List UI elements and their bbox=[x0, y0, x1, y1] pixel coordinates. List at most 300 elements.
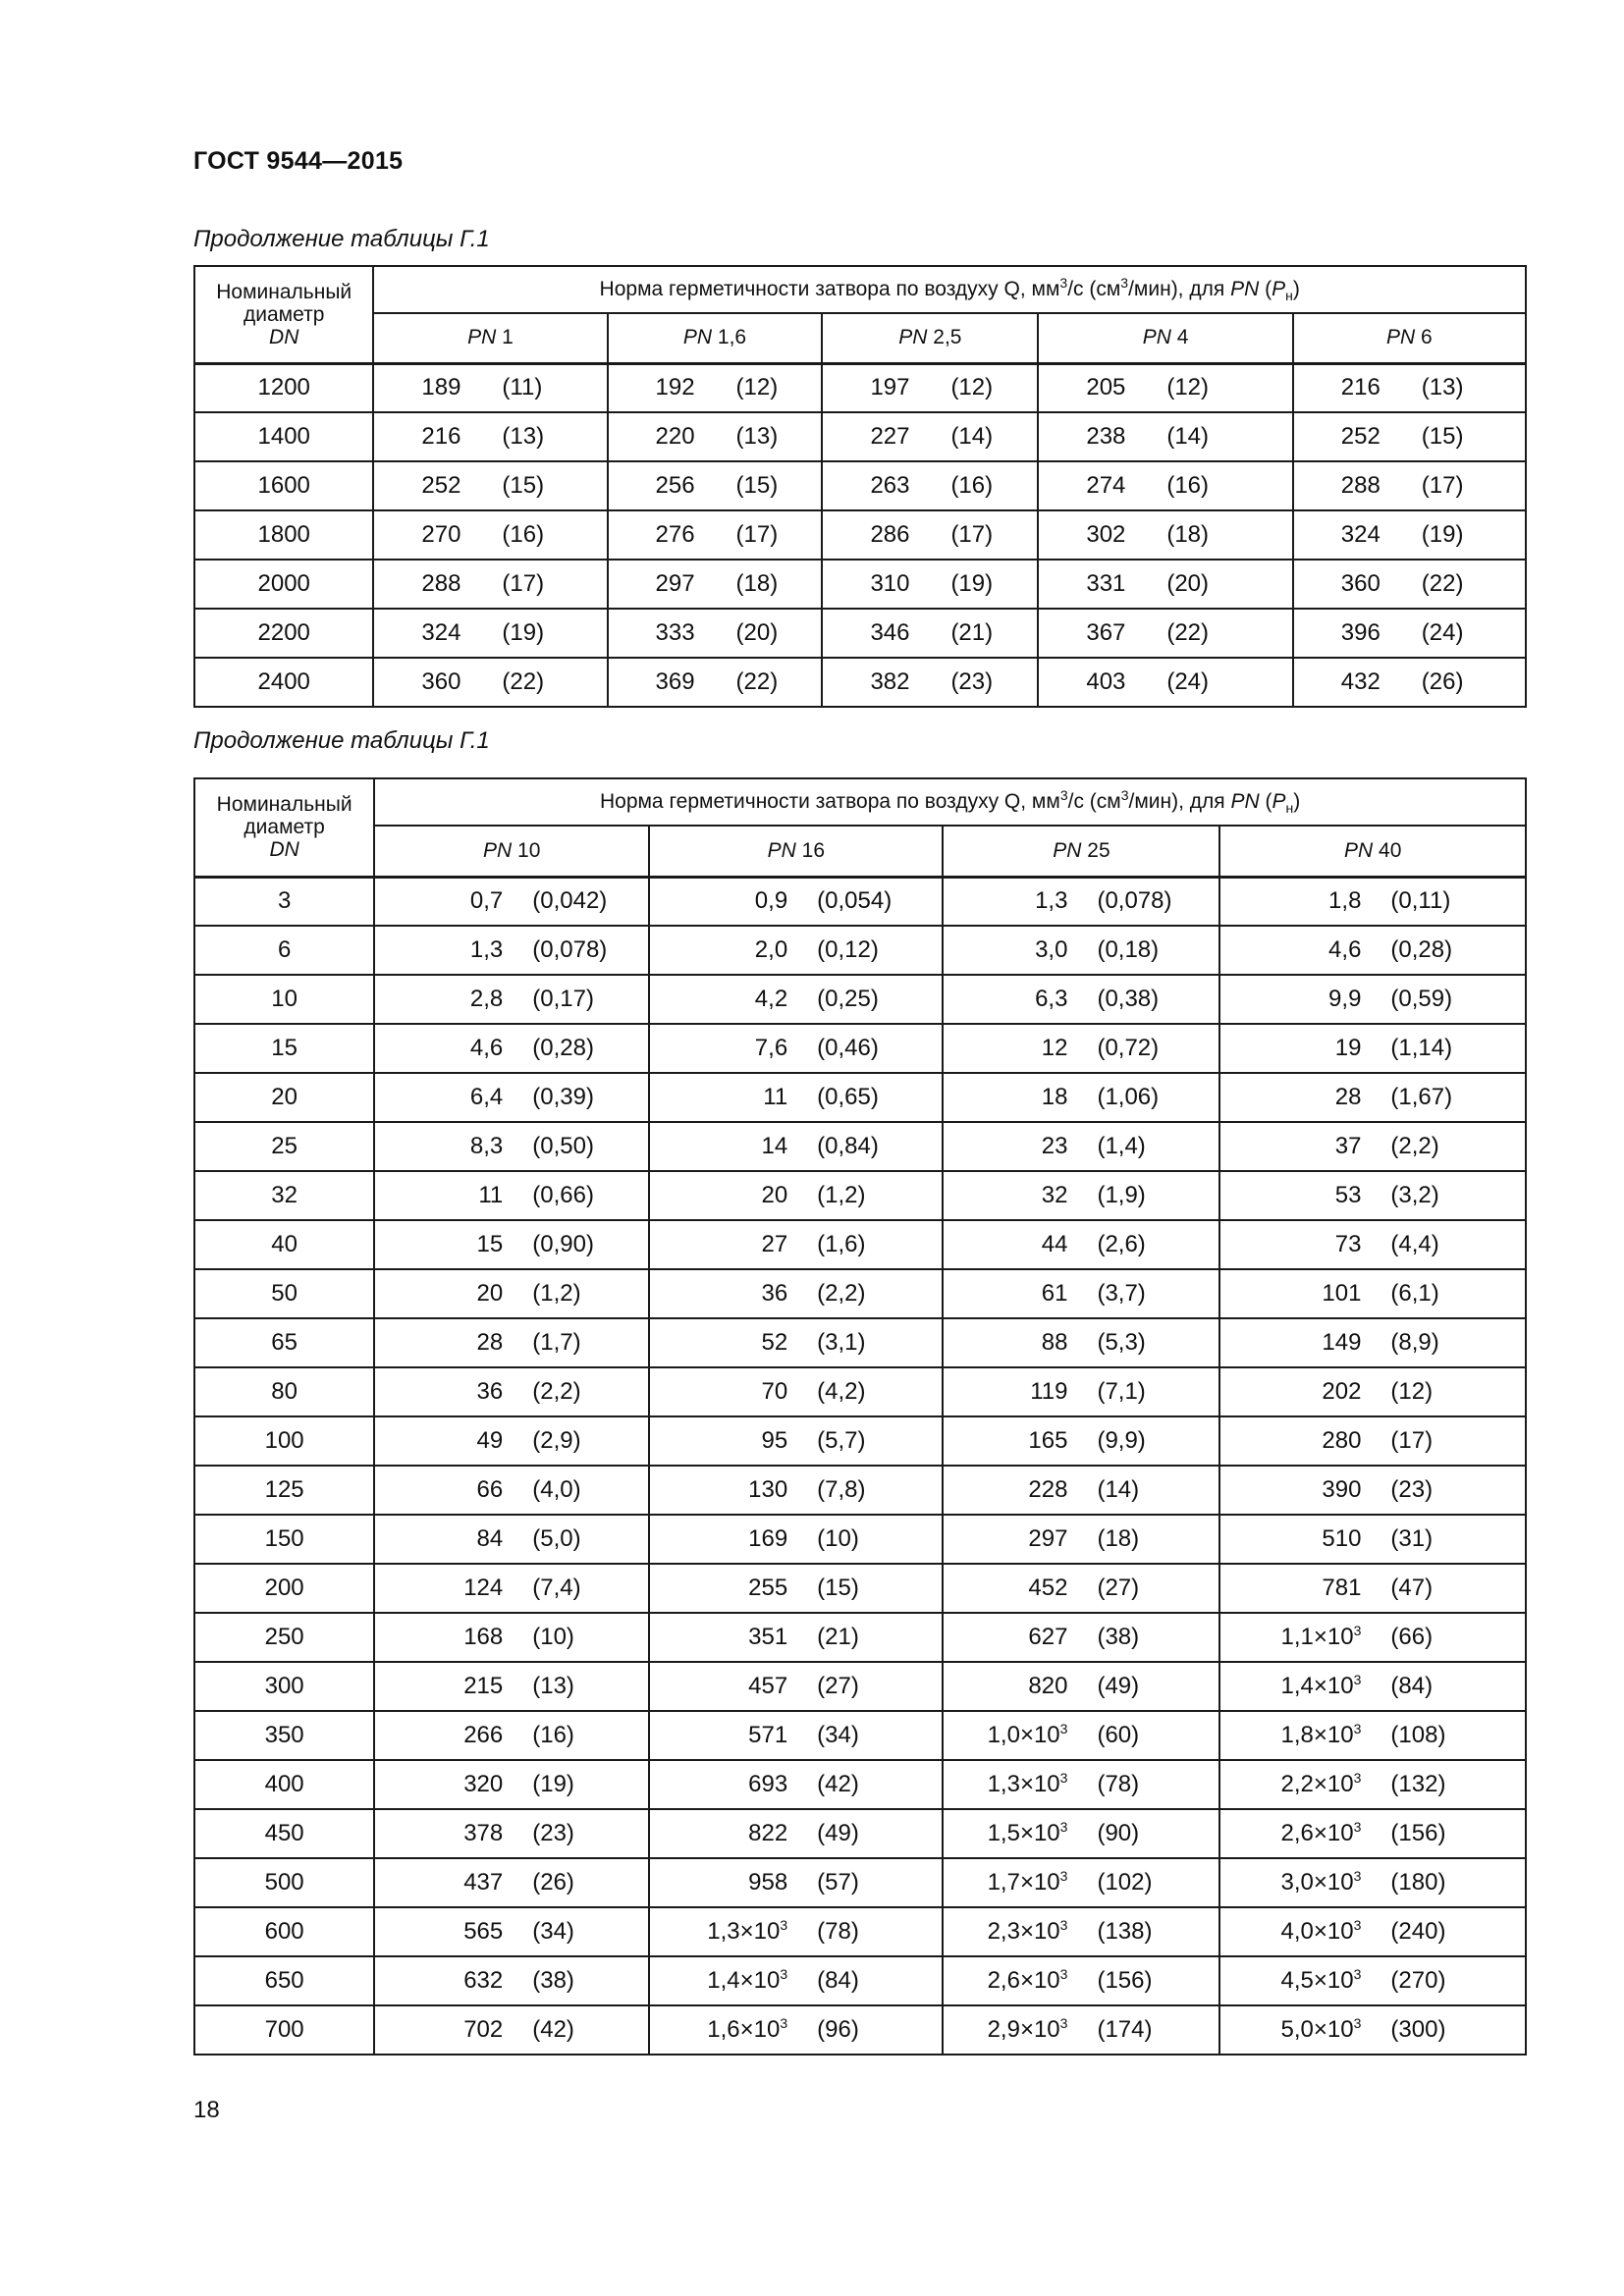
value-cell bbox=[649, 1466, 943, 1515]
value-cell bbox=[374, 1711, 649, 1760]
value-pair bbox=[1220, 1869, 1525, 1896]
leakage-cm3: (11) bbox=[502, 374, 543, 401]
leakage-mm3: 227 bbox=[870, 423, 910, 450]
table-row bbox=[194, 510, 1526, 560]
pn-column-header bbox=[608, 313, 823, 363]
dn-cell: 6 bbox=[194, 926, 374, 975]
value-cell bbox=[943, 1269, 1219, 1318]
exponent-power: 3 bbox=[1353, 1819, 1362, 1835]
value-cell bbox=[374, 1073, 649, 1122]
leakage-mm3: $2,9\times 10^3$ bbox=[987, 2015, 1068, 2043]
value-pair bbox=[650, 1820, 942, 1847]
value-pair bbox=[1294, 423, 1525, 451]
exponent-mark: ×10 bbox=[739, 1918, 781, 1945]
leakage-cm3: (1,7) bbox=[532, 1329, 581, 1356]
leakage-cm3: (21) bbox=[817, 1624, 859, 1650]
leakage-mm3: $1,5\times 10^3$ bbox=[987, 1819, 1068, 1846]
leakage-cm3: (42) bbox=[817, 1771, 859, 1797]
leakage-cm3: (38) bbox=[532, 1967, 574, 1994]
value-pair bbox=[375, 1673, 648, 1700]
value-cell bbox=[943, 1711, 1219, 1760]
value-pair bbox=[375, 1918, 648, 1946]
value-cell bbox=[1219, 1318, 1526, 1367]
leakage-cm3: (47) bbox=[1390, 1575, 1434, 1601]
value-cell bbox=[374, 877, 649, 926]
exponent-mark: ×10 bbox=[1019, 1869, 1060, 1896]
dn-cell: 650 bbox=[194, 1956, 374, 2005]
pn-value: 2,5 bbox=[933, 326, 962, 349]
pn-label: PN bbox=[1344, 838, 1374, 862]
leakage-cm3: (5,3) bbox=[1097, 1329, 1146, 1356]
value-pair bbox=[1220, 936, 1525, 964]
document-id: ГОСТ 9544—2015 bbox=[193, 147, 404, 175]
dn-cell: 400 bbox=[194, 1760, 374, 1809]
leakage-cm3: (1,67) bbox=[1390, 1084, 1453, 1110]
exponent-mark: ×10 bbox=[1019, 1967, 1060, 1994]
leakage-mm3: 360 bbox=[421, 668, 461, 695]
value-cell bbox=[608, 412, 823, 461]
leakage-mm3: 1,8 bbox=[1328, 887, 1362, 915]
leakage-cm3: (300) bbox=[1390, 2016, 1446, 2043]
value-cell bbox=[649, 1760, 943, 1809]
leakage-cm3: (26) bbox=[1421, 668, 1464, 695]
leakage-cm3: (34) bbox=[532, 1918, 574, 1945]
value-cell bbox=[374, 1564, 649, 1613]
value-cell bbox=[943, 1024, 1219, 1073]
leakage-cm3: (10) bbox=[817, 1525, 859, 1552]
dn-header-line1: Номинальный bbox=[216, 280, 352, 303]
leakage-cm3: (57) bbox=[817, 1869, 859, 1896]
leakage-mm3: 197 bbox=[870, 374, 910, 401]
leakage-mm3: 1,3 bbox=[1035, 887, 1068, 915]
pn-column-header bbox=[1293, 313, 1526, 363]
leakage-mm3: 333 bbox=[655, 619, 695, 646]
table-row bbox=[194, 363, 1526, 412]
value-cell bbox=[374, 1171, 649, 1220]
value-pair bbox=[1039, 472, 1291, 500]
leakage-mm3: 396 bbox=[1340, 619, 1380, 646]
value-cell bbox=[1219, 877, 1526, 926]
value-cell bbox=[1219, 1466, 1526, 1515]
value-cell bbox=[374, 1416, 649, 1466]
leakage-cm3: (132) bbox=[1390, 1771, 1446, 1797]
leakage-mm3: 302 bbox=[1086, 521, 1126, 548]
value-pair bbox=[650, 1869, 942, 1896]
value-pair bbox=[1294, 374, 1525, 401]
pn-value: 6 bbox=[1421, 326, 1433, 349]
value-cell bbox=[649, 1220, 943, 1269]
value-pair bbox=[1220, 1378, 1525, 1406]
leakage-cm3: (24) bbox=[1166, 668, 1210, 695]
value-cell bbox=[943, 1858, 1219, 1907]
leakage-cm3: (18) bbox=[1097, 1525, 1140, 1552]
exponent-power: 3 bbox=[1059, 1966, 1068, 1982]
value-cell bbox=[649, 975, 943, 1024]
value-pair bbox=[944, 1525, 1218, 1553]
value-cell bbox=[943, 1122, 1219, 1171]
pn-label: PN bbox=[767, 838, 796, 862]
leakage-cm3: (12) bbox=[1390, 1378, 1434, 1405]
exponent-mark: ×10 bbox=[1313, 1771, 1354, 1797]
value-cell bbox=[822, 412, 1038, 461]
dn-cell: 2400 bbox=[194, 658, 373, 707]
leakage-cm3: (180) bbox=[1390, 1869, 1446, 1896]
leakage-cm3: (3,2) bbox=[1390, 1182, 1439, 1208]
value-cell bbox=[1219, 1956, 1526, 2005]
value-cell bbox=[373, 461, 607, 510]
dn-cell: 15 bbox=[194, 1024, 374, 1073]
value-pair bbox=[375, 2016, 648, 2044]
value-cell bbox=[822, 609, 1038, 658]
dn-cell: 3 bbox=[194, 877, 374, 926]
leakage-cm3: (2,2) bbox=[1390, 1133, 1439, 1159]
value-pair bbox=[609, 472, 822, 500]
leakage-cm3: (4,0) bbox=[532, 1476, 581, 1503]
value-pair bbox=[944, 1427, 1218, 1455]
leakage-mm3: 205 bbox=[1086, 374, 1126, 401]
exponent-power: 3 bbox=[1353, 1721, 1362, 1736]
table1-body bbox=[194, 363, 1526, 707]
leakage-mm3: 28 bbox=[1334, 1084, 1362, 1110]
leakage-cm3: (22) bbox=[1166, 619, 1210, 646]
table-row bbox=[194, 412, 1526, 461]
leakage-mm3: 27 bbox=[761, 1231, 788, 1257]
leakage-cm3: (0,042) bbox=[532, 887, 608, 915]
value-pair bbox=[650, 2016, 942, 2044]
leakage-mm3: 274 bbox=[1086, 472, 1126, 499]
dn-column-header bbox=[194, 266, 373, 363]
leakage-cm3: (8,9) bbox=[1390, 1329, 1439, 1356]
leakage-cm3: (26) bbox=[532, 1869, 574, 1896]
table-row bbox=[194, 926, 1526, 975]
leakage-cm3: (15) bbox=[817, 1575, 859, 1601]
leakage-cm3: (34) bbox=[817, 1722, 859, 1748]
value-pair bbox=[1220, 986, 1525, 1013]
leakage-mm3: $1,0\times 10^3$ bbox=[987, 1721, 1068, 1748]
value-pair bbox=[1220, 1525, 1525, 1553]
dn-cell: 2000 bbox=[194, 560, 373, 609]
value-cell bbox=[649, 1024, 943, 1073]
leakage-mm3: 1,3 bbox=[469, 936, 504, 963]
dn-cell: 40 bbox=[194, 1220, 374, 1269]
table-row bbox=[194, 1564, 1526, 1613]
leakage-cm3: (23) bbox=[1390, 1476, 1434, 1503]
value-pair bbox=[1220, 1231, 1525, 1258]
value-pair bbox=[1039, 374, 1291, 401]
value-pair bbox=[1220, 1722, 1525, 1749]
pn-value: 25 bbox=[1087, 838, 1110, 862]
leakage-mm3: 95 bbox=[761, 1427, 788, 1454]
value-pair bbox=[650, 1427, 942, 1455]
exponent-mark: ×10 bbox=[1019, 1771, 1060, 1797]
value-cell bbox=[943, 1907, 1219, 1956]
leakage-cm3: (12) bbox=[1166, 374, 1210, 401]
leakage-mm3: 36 bbox=[476, 1378, 504, 1405]
pn-header-row bbox=[194, 313, 1526, 363]
leakage-cm3: (0,18) bbox=[1097, 936, 1160, 963]
value-pair bbox=[1220, 1329, 1525, 1357]
leakage-mm3: 324 bbox=[1340, 521, 1380, 548]
dn-header-line2: диаметр bbox=[244, 816, 325, 839]
value-pair bbox=[650, 986, 942, 1013]
value-cell bbox=[1038, 412, 1292, 461]
value-pair bbox=[1039, 423, 1291, 451]
leakage-mm3: 192 bbox=[655, 374, 695, 401]
exponent-mark: ×10 bbox=[739, 2016, 781, 2043]
value-pair bbox=[374, 374, 606, 401]
value-cell bbox=[943, 926, 1219, 975]
value-cell bbox=[1038, 560, 1292, 609]
leakage-mm3: 36 bbox=[761, 1280, 788, 1307]
leakage-cm3: (13) bbox=[532, 1673, 574, 1699]
leakage-cm3: (7,8) bbox=[817, 1476, 866, 1503]
leakage-mm3: 280 bbox=[1322, 1427, 1362, 1454]
table-row bbox=[194, 1073, 1526, 1122]
value-cell bbox=[943, 1073, 1219, 1122]
exponent-power: 3 bbox=[1059, 1819, 1068, 1835]
value-cell bbox=[649, 1564, 943, 1613]
pn-column-header bbox=[1219, 826, 1526, 877]
exponent-power: 3 bbox=[780, 2015, 788, 2031]
value-cell bbox=[822, 560, 1038, 609]
leakage-mm3: 252 bbox=[421, 472, 461, 499]
leakage-mm3: 510 bbox=[1322, 1525, 1362, 1552]
value-cell bbox=[374, 975, 649, 1024]
value-pair bbox=[944, 936, 1218, 964]
value-cell bbox=[1219, 1711, 1526, 1760]
leakage-cm3: (0,72) bbox=[1097, 1035, 1160, 1061]
leakage-mm3: 28 bbox=[476, 1329, 504, 1356]
leakage-mm3: 61 bbox=[1041, 1280, 1068, 1307]
value-pair bbox=[374, 619, 606, 647]
value-cell bbox=[1293, 412, 1526, 461]
pn-label: PN bbox=[483, 838, 513, 862]
value-pair bbox=[944, 1035, 1218, 1062]
value-pair bbox=[650, 1182, 942, 1209]
dn-cell: 500 bbox=[194, 1858, 374, 1907]
value-pair bbox=[650, 1525, 942, 1553]
leakage-mm3: $4,0\times 10^3$ bbox=[1280, 1917, 1362, 1945]
leakage-mm3: 378 bbox=[463, 1820, 504, 1846]
value-cell bbox=[649, 2005, 943, 2055]
leakage-mm3: 23 bbox=[1041, 1133, 1068, 1159]
leakage-cm3: (0,28) bbox=[532, 1035, 594, 1061]
leakage-mm3: 6,4 bbox=[469, 1084, 504, 1110]
value-pair bbox=[944, 1476, 1218, 1504]
value-pair bbox=[650, 1967, 942, 1995]
value-cell bbox=[608, 510, 823, 560]
dn-cell: 1400 bbox=[194, 412, 373, 461]
value-pair bbox=[823, 619, 1037, 647]
value-pair bbox=[375, 1231, 648, 1258]
exponent-power: 3 bbox=[1059, 1868, 1068, 1884]
table-row bbox=[194, 560, 1526, 609]
leakage-mm3: $1,8\times 10^3$ bbox=[1280, 1721, 1362, 1748]
leakage-mm3: 19 bbox=[1334, 1035, 1362, 1061]
value-cell bbox=[1293, 363, 1526, 412]
value-cell bbox=[1219, 1073, 1526, 1122]
table-row bbox=[194, 1907, 1526, 1956]
value-cell bbox=[943, 1171, 1219, 1220]
leakage-mm3: 702 bbox=[463, 2016, 504, 2043]
exponent-power: 3 bbox=[1353, 1966, 1362, 1982]
value-pair bbox=[375, 986, 648, 1013]
value-cell bbox=[374, 1907, 649, 1956]
leakage-cm3: (17) bbox=[735, 521, 779, 548]
leakage-mm3: 238 bbox=[1086, 423, 1126, 450]
leakage-cm3: (0,25) bbox=[817, 986, 879, 1012]
value-pair bbox=[650, 1722, 942, 1749]
leakage-mm3: 627 bbox=[1028, 1624, 1068, 1650]
leakage-mm3: $2,6\times 10^3$ bbox=[987, 1966, 1068, 1994]
value-cell bbox=[943, 1809, 1219, 1858]
leakage-cm3: (13) bbox=[1421, 374, 1464, 401]
value-pair bbox=[944, 1624, 1218, 1651]
pn-value: 4 bbox=[1176, 326, 1189, 349]
value-pair bbox=[375, 1084, 648, 1111]
value-pair bbox=[375, 887, 648, 915]
leakage-cm3: (1,6) bbox=[817, 1231, 866, 1257]
dn-cell: 32 bbox=[194, 1171, 374, 1220]
value-pair bbox=[375, 1427, 648, 1455]
leakage-cm3: (0,90) bbox=[532, 1231, 594, 1257]
value-pair bbox=[944, 2016, 1218, 2044]
value-pair bbox=[944, 1231, 1218, 1258]
table-row bbox=[194, 1809, 1526, 1858]
pn-label: PN bbox=[1142, 326, 1171, 349]
leakage-cm3: (5,0) bbox=[532, 1525, 581, 1552]
leakage-cm3: (15) bbox=[735, 472, 779, 499]
value-cell bbox=[649, 1858, 943, 1907]
leakage-mm3: 457 bbox=[748, 1673, 788, 1699]
dn-cell: 450 bbox=[194, 1809, 374, 1858]
value-cell bbox=[943, 1956, 1219, 2005]
table-row bbox=[194, 1711, 1526, 1760]
leakage-mm3: 189 bbox=[421, 374, 461, 401]
exponent-power: 3 bbox=[1059, 1917, 1068, 1933]
leakage-cm3: (2,6) bbox=[1097, 1231, 1146, 1257]
value-pair bbox=[375, 1525, 648, 1553]
pn-value: 1 bbox=[502, 326, 514, 349]
leakage-cm3: (27) bbox=[1097, 1575, 1140, 1601]
leakage-mm3: 452 bbox=[1028, 1575, 1068, 1601]
leakage-cm3: (17) bbox=[1390, 1427, 1434, 1454]
value-pair bbox=[944, 887, 1218, 915]
value-pair bbox=[944, 1967, 1218, 1995]
value-cell bbox=[374, 1220, 649, 1269]
leakage-mm3: 310 bbox=[870, 570, 910, 597]
value-cell bbox=[1219, 1367, 1526, 1416]
leakage-mm3: 252 bbox=[1340, 423, 1380, 450]
value-cell bbox=[374, 1466, 649, 1515]
value-cell bbox=[373, 658, 607, 707]
value-cell bbox=[943, 975, 1219, 1024]
leakage-mm3: 781 bbox=[1322, 1575, 1362, 1601]
value-cell bbox=[649, 1662, 943, 1711]
leakage-cm3: (17) bbox=[502, 570, 545, 597]
value-pair bbox=[650, 1575, 942, 1602]
value-pair bbox=[650, 1673, 942, 1700]
leakage-mm3: 382 bbox=[870, 668, 910, 695]
dn-header-line3: DN bbox=[269, 325, 299, 348]
value-pair bbox=[1220, 1427, 1525, 1455]
leakage-mm3: 263 bbox=[870, 472, 910, 499]
pn-value: 10 bbox=[517, 838, 541, 862]
leakage-mm3: $1,1\times 10^3$ bbox=[1280, 1623, 1362, 1650]
leakage-cm3: (1,14) bbox=[1390, 1035, 1453, 1061]
leakage-cm3: (19) bbox=[532, 1771, 574, 1797]
value-cell bbox=[943, 1662, 1219, 1711]
leakage-mm3: $2,3\times 10^3$ bbox=[987, 1917, 1068, 1945]
value-cell bbox=[649, 1809, 943, 1858]
leakage-cm3: (1,2) bbox=[817, 1182, 866, 1208]
table-row bbox=[194, 658, 1526, 707]
value-cell bbox=[1219, 1122, 1526, 1171]
leakage-mm3: 73 bbox=[1334, 1231, 1362, 1257]
value-cell bbox=[1293, 560, 1526, 609]
value-cell bbox=[1293, 461, 1526, 510]
value-cell bbox=[1219, 1269, 1526, 1318]
value-cell bbox=[374, 1367, 649, 1416]
leakage-cm3: (16) bbox=[1166, 472, 1210, 499]
value-pair bbox=[375, 1280, 648, 1308]
leakage-mm3: 297 bbox=[1028, 1525, 1068, 1552]
value-pair bbox=[609, 374, 822, 401]
value-pair bbox=[1294, 668, 1525, 696]
value-cell bbox=[374, 1858, 649, 1907]
exponent-mark: ×10 bbox=[739, 1967, 781, 1994]
leakage-cm3: (78) bbox=[817, 1918, 859, 1945]
pn-column-header bbox=[374, 826, 649, 877]
leakage-mm3: 432 bbox=[1340, 668, 1380, 695]
leakage-cm3: (14) bbox=[1097, 1476, 1140, 1503]
value-pair bbox=[374, 521, 606, 549]
leakage-mm3: 367 bbox=[1086, 619, 1126, 646]
value-pair bbox=[375, 936, 648, 964]
value-pair bbox=[650, 887, 942, 915]
value-cell bbox=[822, 461, 1038, 510]
leakage-mm3: $2,6\times 10^3$ bbox=[1280, 1819, 1362, 1846]
value-pair bbox=[650, 1771, 942, 1798]
leakage-mm3: 124 bbox=[463, 1575, 504, 1601]
leakage-mm3: $1,4\times 10^3$ bbox=[707, 1966, 788, 1994]
dn-cell: 1800 bbox=[194, 510, 373, 560]
leakage-cm3: (0,12) bbox=[817, 936, 879, 963]
leakage-cm3: (108) bbox=[1390, 1722, 1446, 1748]
value-cell bbox=[608, 609, 823, 658]
value-pair bbox=[944, 1575, 1218, 1602]
leakage-mm3: 101 bbox=[1322, 1280, 1362, 1307]
leakage-cm3: (174) bbox=[1097, 2016, 1153, 2043]
leakage-table-1 bbox=[193, 265, 1527, 708]
leakage-cm3: (4,2) bbox=[817, 1378, 866, 1405]
leakage-cm3: (0,65) bbox=[817, 1084, 879, 1110]
value-cell bbox=[373, 363, 607, 412]
leakage-mm3: $1,4\times 10^3$ bbox=[1280, 1672, 1362, 1699]
value-pair bbox=[650, 1133, 942, 1160]
leakage-cm3: (17) bbox=[950, 521, 994, 548]
table-row bbox=[194, 1613, 1526, 1662]
value-pair bbox=[375, 1378, 648, 1406]
leakage-cm3: (78) bbox=[1097, 1771, 1140, 1797]
leakage-mm3: 632 bbox=[463, 1967, 504, 1994]
value-cell bbox=[1219, 1858, 1526, 1907]
value-pair bbox=[1220, 1280, 1525, 1308]
value-pair bbox=[375, 1869, 648, 1896]
leakage-cm3: (90) bbox=[1097, 1820, 1140, 1846]
leakage-mm3: 320 bbox=[463, 1771, 504, 1797]
dn-cell: 20 bbox=[194, 1073, 374, 1122]
